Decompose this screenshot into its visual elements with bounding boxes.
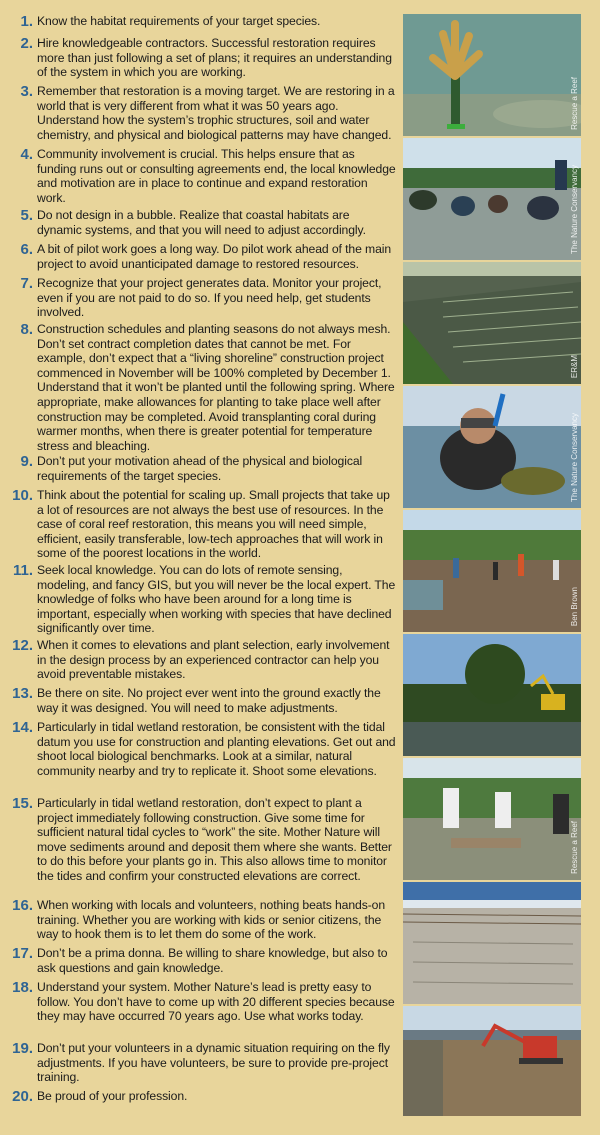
tip-item	[8, 563, 396, 636]
tip-text: Think about the potential for scaling up. Small projects that take up a lot of resources are not always the best use of resources. In the case of coral reef restoration, this means you will need simple, efficient, easily transferable, low-tech approaches that will work in some of the poorest locations in the world.	[37, 488, 390, 561]
photo-marsh-planting	[403, 262, 581, 384]
tip-number: 13.	[12, 685, 33, 702]
photo-volunteers-planting	[403, 138, 581, 260]
tip-item	[8, 946, 396, 975]
tip-text: Understand your system. Mother Nature’s lead is pretty easy to follow. You don’t have to come up with 20 different species because they may have occurred 70 years ago. Use what works today.	[37, 980, 395, 1024]
tip-text: Do not design in a bubble. Realize that coastal habitats are dynamic systems, and that you will need to adjust accordingly.	[37, 208, 366, 237]
tip-text: Be there on site. No project ever went into the ground exactly the way it was designed. You will need to make adjustments.	[37, 686, 381, 715]
tip-number: 5.	[20, 207, 33, 224]
tip-text: Community involvement is crucial. This helps ensure that as funding runs out or consulting agreements end, the local knowledge and motivation are in place to continue and expand restoration work.	[37, 147, 396, 205]
tip-text: Be proud of your profession.	[37, 1089, 188, 1103]
tip-item	[8, 796, 396, 884]
tip-text: A bit of pilot work goes a long way. Do pilot work ahead of the main project to avoid unanticipated damage to restored resources.	[37, 242, 392, 271]
tip-number: 15.	[12, 795, 33, 812]
photo-credit: Rescue a Reef	[570, 821, 579, 874]
tip-item	[8, 242, 396, 271]
tip-number: 14.	[12, 719, 33, 736]
tip-number: 12.	[12, 637, 33, 654]
photo-credit: The Nature Conservancy	[570, 413, 579, 502]
tip-number: 4.	[20, 146, 33, 163]
tip-item	[8, 488, 396, 561]
tip-item	[8, 208, 396, 237]
photo-snorkeler-seagrass	[403, 386, 581, 508]
tip-item	[8, 454, 396, 483]
tip-text: Particularly in tidal wetland restoration, don’t expect to plant a project immediately following construction. Give some time for sufficient natural tidal cycles to “work” the site. Mother Nature will move sediments around and deposit them where she wants. Better to do this before your plants go in. This also allows time to monitor the tides and confirm your constructed elevations are correct.	[37, 796, 392, 883]
tip-text: Know the habitat requirements of your target species.	[37, 14, 321, 28]
tip-number: 16.	[12, 897, 33, 914]
photo-beach-fence	[403, 882, 581, 1004]
tip-text: When working with locals and volunteers, nothing beats hands-on training. Whether you are working with kids or senior citizens, the way to hook them is to let them do some of the work.	[37, 898, 386, 942]
photo-credit: Ben Brown	[570, 586, 579, 626]
tip-number: 20.	[12, 1088, 33, 1105]
tip-item	[8, 686, 396, 715]
photo-column	[403, 14, 583, 1116]
tip-number: 11.	[12, 562, 33, 579]
tip-text: Don’t put your volunteers in a dynamic situation requiring on the fly adjustments. If you have volunteers, be sure to provide pre-project training.	[37, 1041, 390, 1085]
tip-item	[8, 1089, 396, 1104]
photo-field-crew	[403, 510, 581, 632]
tip-item	[8, 276, 396, 320]
tip-item	[8, 980, 396, 1024]
tip-number: 8.	[20, 321, 33, 338]
tip-text: Hire knowledgeable contractors. Successful restoration requires more than just following a set of plans; it requires an understanding of the system in which you are working.	[37, 36, 392, 80]
tip-item	[8, 147, 396, 205]
photo-credit: The Nature Conservancy	[570, 165, 579, 254]
tip-number: 17.	[12, 945, 33, 962]
tip-text: Recognize that your project generates data. Monitor your project, even if you are not paid to do so. If you need help, get students involved.	[37, 276, 382, 320]
photo-credit: ER&M	[570, 354, 579, 378]
tip-number: 7.	[20, 275, 33, 292]
photo-volunteer-training	[403, 758, 581, 880]
tip-item	[8, 322, 396, 453]
tip-text: When it comes to elevations and plant selection, early involvement in the design process by an experienced contractor can help you avoid preventable mistakes.	[37, 638, 390, 682]
tip-number: 6.	[20, 241, 33, 258]
tip-text: Construction schedules and planting seasons do not always mesh. Don’t set contract completion dates that cannot be met. For example, don’t expect that a “living shoreline” construction project commenced in November will be 100% completed by December 1. Understand that it won’t be planted until the following spring. Where appropriate, make allowances for planting to take place well after construction may be completed. Avoid transplanting coral during warmer months, when there is greater potential for temperature stress and bleaching.	[37, 322, 395, 453]
tip-number: 1.	[20, 13, 33, 30]
tip-item	[8, 898, 396, 942]
photo-credit: Rescue a Reef	[570, 77, 579, 130]
tip-number: 19.	[12, 1040, 33, 1057]
tip-number: 10.	[12, 487, 33, 504]
tip-text: Don’t put your motivation ahead of the physical and biological requirements of the target species.	[37, 454, 363, 483]
tip-number: 3.	[20, 83, 33, 100]
photo-coral-fragment	[403, 14, 581, 136]
tip-text: Remember that restoration is a moving target. We are restoring in a world that is very different from what it was 50 years ago. Understand how the system’s trophic structures, soil and water chemistry, and physical and biological patterns may have changed.	[37, 84, 395, 142]
tip-text: Don’t be a prima donna. Be willing to share knowledge, but also to ask questions and gain knowledge.	[37, 946, 388, 975]
photo-pond-excavator	[403, 634, 581, 756]
tip-item	[8, 14, 396, 29]
tip-item	[8, 1041, 396, 1085]
tip-number: 9.	[20, 453, 33, 470]
tip-text: Particularly in tidal wetland restoration, be consistent with the tidal datum you use for construction and planting elevations. Get out and shoot local biological benchmarks. Look at a similar, natural community nearby and try to replicate it. Shoot some elevations.	[37, 720, 396, 778]
tip-item	[8, 638, 396, 682]
photo-shoreline-construction	[403, 1006, 581, 1116]
tip-number: 2.	[20, 35, 33, 52]
tip-item	[8, 84, 396, 142]
tip-item	[8, 36, 396, 80]
tip-text: Seek local knowledge. You can do lots of remote sensing, modeling, and fancy GIS, but you will never be the local expert. The knowledge of folks who have been around for a long time is important, especially when working with species that have declined significantly over time.	[37, 563, 396, 636]
tip-number: 18.	[12, 979, 33, 996]
tip-item	[8, 720, 396, 778]
